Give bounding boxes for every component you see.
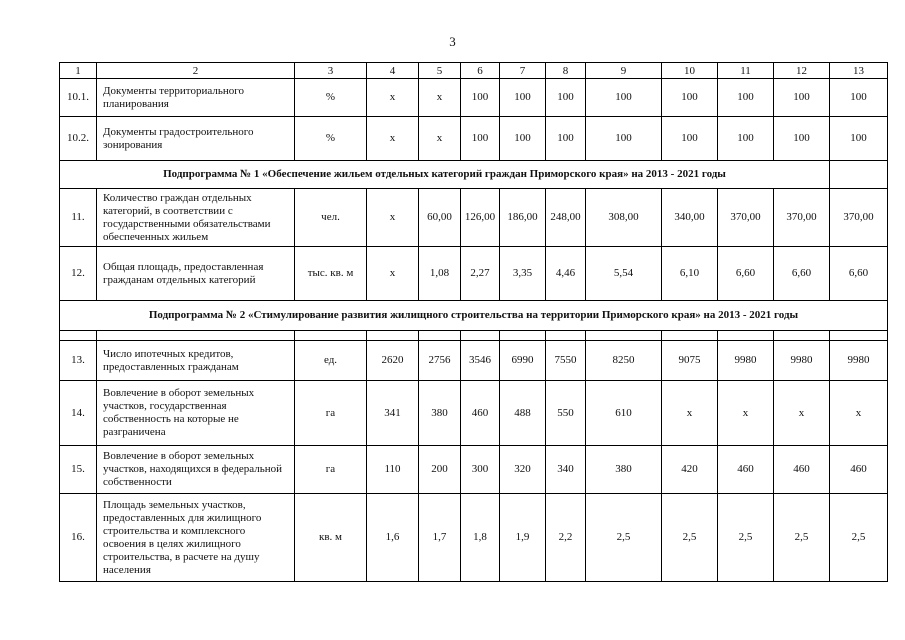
value-cell: 9980 xyxy=(774,341,830,381)
value-cell: 460 xyxy=(461,381,500,446)
value-cell: 2,5 xyxy=(774,494,830,582)
value-cell: 8250 xyxy=(586,341,662,381)
value-cell: 610 xyxy=(586,381,662,446)
indicator-name: Документы территориального планирования xyxy=(97,79,295,117)
value-cell: 1,8 xyxy=(461,494,500,582)
value-cell: х xyxy=(718,381,774,446)
value-cell: 1,08 xyxy=(419,247,461,301)
value-cell: х xyxy=(419,117,461,161)
value-cell: 2,27 xyxy=(461,247,500,301)
value-cell: 9075 xyxy=(662,341,718,381)
value-cell: 6,60 xyxy=(774,247,830,301)
indicators-table xyxy=(59,62,888,582)
indicator-name: Документы градостроительного зонирования xyxy=(97,117,295,161)
row-number: 11. xyxy=(60,189,97,247)
value-cell: 100 xyxy=(774,117,830,161)
unit: га xyxy=(295,381,367,446)
unit: га xyxy=(295,446,367,494)
indicator-name: Вовлечение в оборот земельных участков, находящихся в федеральной собственности xyxy=(97,446,295,494)
page-number: 3 xyxy=(449,34,456,49)
row-number: 15. xyxy=(60,446,97,494)
indicator-name: Площадь земельных участков, предоставленных для жилищного строительства и комплексного освоения в целях жилищного строительства, в расчете на душу населения xyxy=(97,494,295,582)
row-number: 16. xyxy=(60,494,97,582)
value-cell: 2,5 xyxy=(662,494,718,582)
value-cell: 100 xyxy=(830,117,888,161)
value-cell: 340,00 xyxy=(662,189,718,247)
table-row xyxy=(60,381,888,446)
value-cell: х xyxy=(774,381,830,446)
table-row xyxy=(60,494,888,582)
subprogram-header-row xyxy=(60,161,888,189)
row-number: 14. xyxy=(60,381,97,446)
value-cell: 100 xyxy=(500,117,546,161)
value-cell: 100 xyxy=(461,79,500,117)
table-row xyxy=(60,189,888,247)
table-row xyxy=(60,117,888,161)
subprogram-2-title: Подпрограмма № 2 «Стимулирование развития жилищного строительства на территории Приморского края» на 2013 - 2021 годы xyxy=(60,301,888,331)
column-number: 11 xyxy=(718,63,774,79)
value-cell: х xyxy=(367,79,419,117)
value-cell: 340 xyxy=(546,446,586,494)
value-cell: 380 xyxy=(419,381,461,446)
indicator-name: Количество граждан отдельных категорий, в соответствии с государственными обязательствами обеспеченных жильем xyxy=(97,189,295,247)
value-cell: 1,6 xyxy=(367,494,419,582)
column-number: 7 xyxy=(500,63,546,79)
empty-cell xyxy=(774,331,830,341)
indicator-name: Вовлечение в оборот земельных участков, государственная собственность на которые не разграничена xyxy=(97,381,295,446)
unit: % xyxy=(295,79,367,117)
value-cell: 100 xyxy=(662,79,718,117)
column-number: 1 xyxy=(60,63,97,79)
value-cell: 420 xyxy=(662,446,718,494)
value-cell: 126,00 xyxy=(461,189,500,247)
column-number: 4 xyxy=(367,63,419,79)
value-cell: 100 xyxy=(662,117,718,161)
value-cell: 186,00 xyxy=(500,189,546,247)
empty-cell xyxy=(586,331,662,341)
table-row xyxy=(60,341,888,381)
value-cell: 370,00 xyxy=(774,189,830,247)
value-cell: 248,00 xyxy=(546,189,586,247)
value-cell: 100 xyxy=(461,117,500,161)
unit: кв. м xyxy=(295,494,367,582)
value-cell: 110 xyxy=(367,446,419,494)
empty-cell xyxy=(500,331,546,341)
value-cell: 3,35 xyxy=(500,247,546,301)
empty-cell xyxy=(830,331,888,341)
blank-row xyxy=(60,331,888,341)
unit: ед. xyxy=(295,341,367,381)
value-cell: 6990 xyxy=(500,341,546,381)
value-cell: 100 xyxy=(774,79,830,117)
empty-cell xyxy=(60,331,97,341)
value-cell: 2,5 xyxy=(830,494,888,582)
row-number: 10.2. xyxy=(60,117,97,161)
unit: % xyxy=(295,117,367,161)
empty-cell xyxy=(97,331,295,341)
value-cell: 9980 xyxy=(718,341,774,381)
value-cell: 460 xyxy=(830,446,888,494)
column-number: 12 xyxy=(774,63,830,79)
indicator-name: Число ипотечных кредитов, предоставленных гражданам xyxy=(97,341,295,381)
subprogram-header-row xyxy=(60,301,888,331)
empty-cell xyxy=(295,331,367,341)
value-cell: 9980 xyxy=(830,341,888,381)
row-number: 13. xyxy=(60,341,97,381)
empty-cell xyxy=(461,331,500,341)
value-cell: 460 xyxy=(774,446,830,494)
value-cell: 100 xyxy=(546,117,586,161)
value-cell: 4,46 xyxy=(546,247,586,301)
value-cell: х xyxy=(367,189,419,247)
value-cell: х xyxy=(830,381,888,446)
table-row xyxy=(60,79,888,117)
value-cell: 1,7 xyxy=(419,494,461,582)
value-cell: 488 xyxy=(500,381,546,446)
value-cell: 200 xyxy=(419,446,461,494)
value-cell: 370,00 xyxy=(718,189,774,247)
value-cell: х xyxy=(419,79,461,117)
value-cell: 2,2 xyxy=(546,494,586,582)
value-cell: 100 xyxy=(718,79,774,117)
column-number: 3 xyxy=(295,63,367,79)
value-cell: 2,5 xyxy=(586,494,662,582)
value-cell: 2620 xyxy=(367,341,419,381)
value-cell: 100 xyxy=(500,79,546,117)
empty-cell xyxy=(367,331,419,341)
value-cell: 5,54 xyxy=(586,247,662,301)
value-cell: х xyxy=(367,247,419,301)
value-cell: 550 xyxy=(546,381,586,446)
column-number: 2 xyxy=(97,63,295,79)
value-cell: х xyxy=(662,381,718,446)
unit: тыс. кв. м xyxy=(295,247,367,301)
value-cell: 100 xyxy=(586,79,662,117)
column-number: 10 xyxy=(662,63,718,79)
value-cell: х xyxy=(367,117,419,161)
row-number: 10.1. xyxy=(60,79,97,117)
value-cell: 7550 xyxy=(546,341,586,381)
empty-cell xyxy=(419,331,461,341)
column-number: 6 xyxy=(461,63,500,79)
value-cell: 6,60 xyxy=(830,247,888,301)
column-number: 13 xyxy=(830,63,888,79)
value-cell: 6,10 xyxy=(662,247,718,301)
indicator-name: Общая площадь, предоставленная гражданам отдельных категорий xyxy=(97,247,295,301)
value-cell: 100 xyxy=(586,117,662,161)
subprogram-1-title: Подпрограмма № 1 «Обеспечение жильем отдельных категорий граждан Приморского края» на 2013 - 2021 годы xyxy=(60,161,830,189)
value-cell: 6,60 xyxy=(718,247,774,301)
value-cell: 370,00 xyxy=(830,189,888,247)
column-number: 9 xyxy=(586,63,662,79)
table-row xyxy=(60,247,888,301)
value-cell: 1,9 xyxy=(500,494,546,582)
value-cell: 320 xyxy=(500,446,546,494)
value-cell: 300 xyxy=(461,446,500,494)
value-cell: 2756 xyxy=(419,341,461,381)
value-cell: 460 xyxy=(718,446,774,494)
value-cell: 60,00 xyxy=(419,189,461,247)
value-cell: 3546 xyxy=(461,341,500,381)
column-number: 8 xyxy=(546,63,586,79)
column-number-row xyxy=(60,63,888,79)
value-cell: 380 xyxy=(586,446,662,494)
empty-cell xyxy=(662,331,718,341)
unit: чел. xyxy=(295,189,367,247)
empty-cell xyxy=(830,161,888,189)
empty-cell xyxy=(718,331,774,341)
column-number: 5 xyxy=(419,63,461,79)
value-cell: 100 xyxy=(546,79,586,117)
value-cell: 308,00 xyxy=(586,189,662,247)
value-cell: 2,5 xyxy=(718,494,774,582)
row-number: 12. xyxy=(60,247,97,301)
value-cell: 100 xyxy=(830,79,888,117)
value-cell: 341 xyxy=(367,381,419,446)
table-row xyxy=(60,446,888,494)
value-cell: 100 xyxy=(718,117,774,161)
empty-cell xyxy=(546,331,586,341)
